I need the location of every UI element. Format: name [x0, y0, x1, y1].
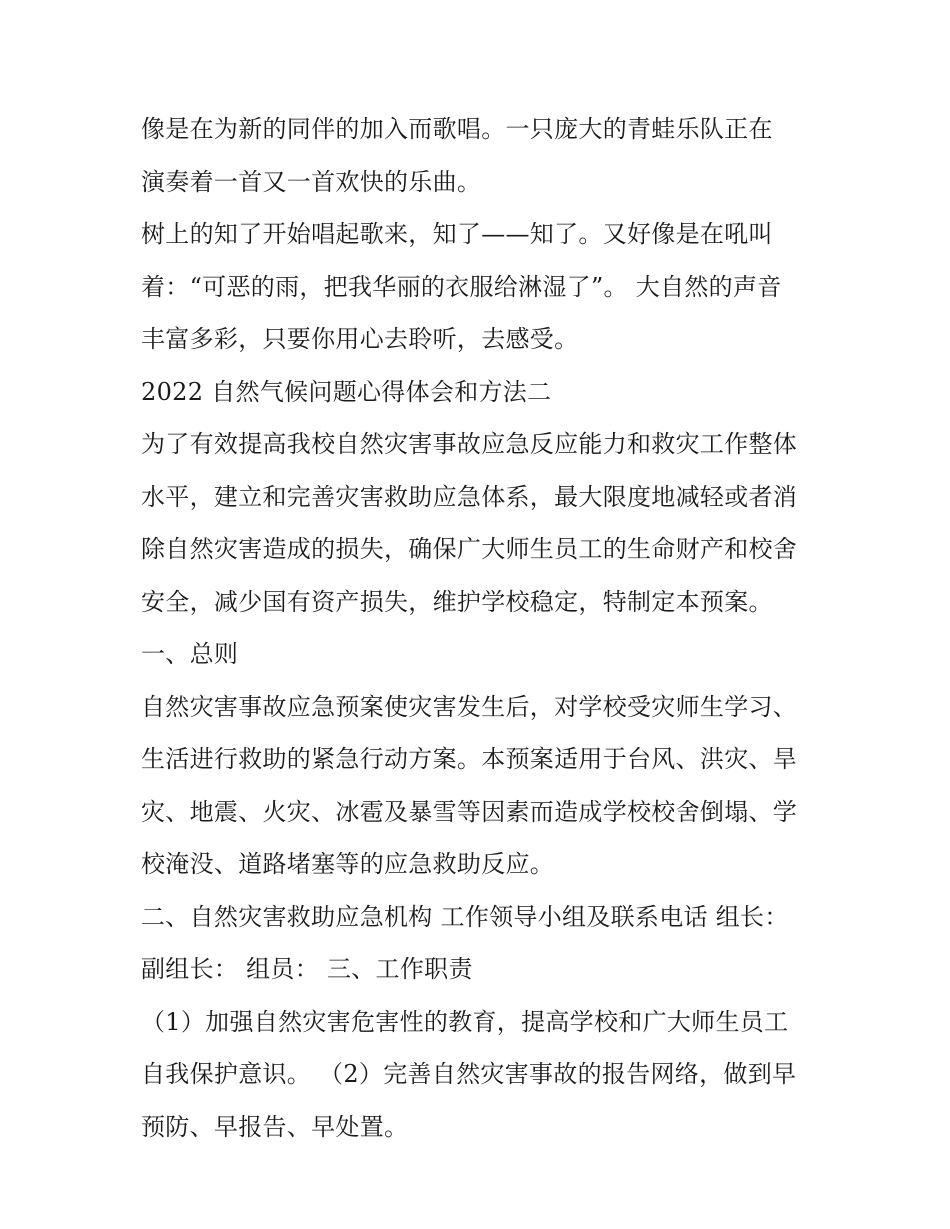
text-line: 树上的知了开始唱起歌来，知了——知了。又好像是在吼叫 [141, 220, 773, 248]
section-heading: 一、总则 [141, 640, 239, 668]
text-line: 校淹没、道路堵塞等的应急救助反应。 [141, 850, 555, 878]
text-line: 除自然灾害造成的损失，确保广大师生员工的生命财产和校舍 [141, 535, 798, 563]
text-line: 着：“可恶的雨，把我华丽的衣服给淋湿了”。 大自然的声音 [141, 272, 782, 301]
text-line: 为了有效提高我校自然灾害事故应急反应能力和救灾工作整体 [141, 430, 798, 458]
document-body [141, 103, 816, 1153]
text-line: 丰富多彩，只要你用心去聆听，去感受。 [141, 325, 579, 353]
text-line: 像是在为新的同伴的加入而歌唱。一只庞大的青蛙乐队正在 [141, 115, 773, 143]
text-line: 预防、早报告、早处置。 [141, 1112, 409, 1141]
text-line: 安全，减少国有资产损失，维护学校稳定，特制定本预案。 [141, 587, 773, 616]
section-heading: 2022 自然气候问题心得体会和方法二 [141, 377, 552, 406]
text-line: 自然灾害事故应急预案使灾害发生后，对学校受灾师生学习、 [141, 692, 798, 721]
text-line: 水平，建立和完善灾害救助应急体系，最大限度地减轻或者消 [141, 482, 798, 511]
text-line: 演奏着一首又一首欢快的乐曲。 [141, 167, 482, 196]
text-line: （1）加强自然灾害危害性的教育，提高学校和广大师生员工 [141, 1007, 789, 1036]
text-line: 灾、地震、火灾、冰雹及暴雪等因素而造成学校校舍倒塌、学 [141, 797, 798, 826]
text-line: 副组长： 组员： 三、工作职责 [141, 955, 473, 983]
text-line: 自我保护意识。 （2）完善自然灾害事故的报告网络，做到早 [141, 1060, 797, 1088]
text-line: 二、自然灾害救助应急机构 工作领导小组及联系电话 组长： [141, 902, 789, 931]
text-line: 生活进行救助的紧急行动方案。本预案适用于台风、洪灾、旱 [141, 745, 798, 773]
